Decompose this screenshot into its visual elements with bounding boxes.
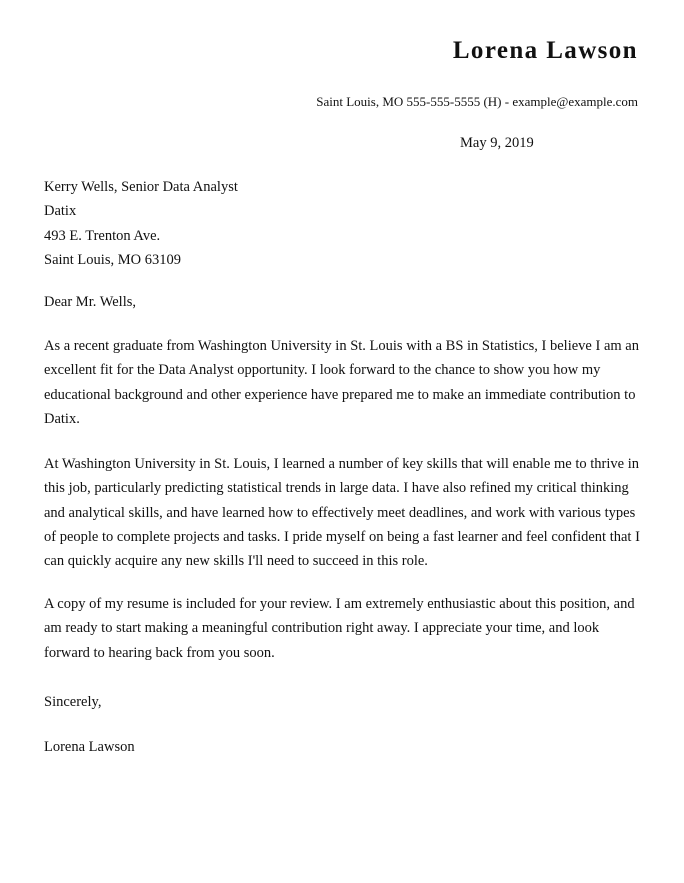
recipient-city-state-zip: Saint Louis, MO 63109 bbox=[44, 251, 181, 268]
signature-name: Lorena Lawson bbox=[44, 739, 135, 755]
closing-phrase: Sincerely, bbox=[44, 694, 102, 710]
paragraph-skills: At Washington University in St. Louis, I learned a number of key skills that will enable me to thrive in this job, particularly predicting statistical trends in large data. I have also refined my critical thinking and analytical skills, and have learned how to effectively meet deadlines, and work with various types of people to complete projects and tasks. I pride myself on being a fast learner and feel confident that I can quickly acquire any new skills I'll need to succeed in this role. bbox=[44, 456, 640, 570]
salutation: Dear Mr. Wells, bbox=[44, 294, 136, 310]
paragraph-introduction: As a recent graduate from Washington University in St. Louis with a BS in Statistics, I believe I am an excellent fit for the Data Analyst opportunity. I look forward to the chance to show you how my educational background and other experience have prepared me to make an immediate contribution to Datix. bbox=[44, 338, 639, 427]
recipient-name-title: Kerry Wells, Senior Data Analyst bbox=[44, 179, 238, 195]
paragraph-closing-statement: A copy of my resume is included for your review. I am extremely enthusiastic about this position, and am ready to start making a meaningful contribution right away. I appreciate your time, and look forward to hearing back from you soon. bbox=[44, 596, 635, 661]
sender-name: Lorena Lawson bbox=[452, 37, 638, 64]
recipient-company: Datix bbox=[44, 203, 77, 220]
recipient-address-block bbox=[44, 175, 640, 272]
letter-date: May 9, 2019 bbox=[460, 135, 534, 151]
sender-contact-info: Saint Louis, MO 555-555-5555 (H) - example@example.com bbox=[316, 94, 638, 109]
recipient-street: 493 E. Trenton Ave. bbox=[44, 227, 161, 244]
